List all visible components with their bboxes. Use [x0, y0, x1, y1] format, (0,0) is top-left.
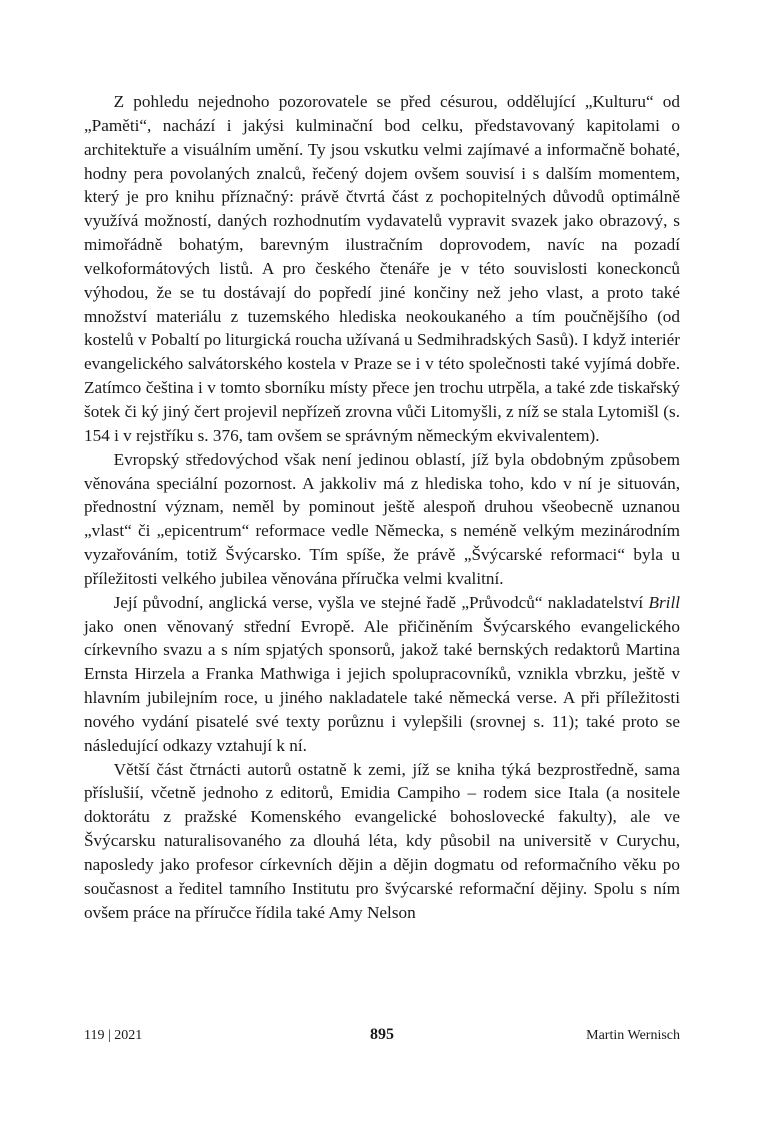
paragraph-2: Evropský středovýchod však není jedinou oblastí, jíž byla obdobným způsobem věnována speciální pozornost. A jakkoliv má z hlediska toho, kdo v ní je situován, přednostní význam, neměl by pominout ještě alespoň druhou všeobecně uznanou „vlast“ či „epicentrum“ reformace vedle Německa, s neméně velkým mezinárodním vyzařováním, totiž Švýcarsko. Tím spíše, že právě „Švýcarské reformaci“ byla u příležitosti velkého jubilea věnována příručka velmi kvalitní.	[84, 449, 680, 588]
author-name: Martin Wernisch	[586, 1028, 680, 1043]
paragraph-3-text-end: jako onen věnovaný střední Evropě. Ale přičiněním Švýcarského evangelického církevního svazu a s ním spjatých sponsorů, jakož také bernských redaktorů Martina Ernsta Hirzela a Franka Mathwiga i jejich spolupracovníků, vznikla vbrzku, ještě v hlavním jubilejním roce, u jiného nakladatele také německá verse. A při příležitosti nového vydání pisatelé své texty porůznu i vylepšili (srovnej s. 11); také proto se následující odkazy vztahují k ní.	[84, 616, 680, 755]
publisher-name-italic: Brill	[648, 592, 680, 612]
paragraph-3-text-start: Její původní, anglická verse, vyšla ve stejné řadě „Průvodců“ nakladatelství	[113, 592, 649, 612]
page-footer	[84, 1026, 680, 1050]
page-number: 895	[370, 1026, 394, 1043]
issue-number: 119 | 2021	[84, 1028, 143, 1043]
paragraph-3	[84, 591, 680, 758]
paragraph-1: Z pohledu nejednoho pozorovatele se před césurou, oddělující „Kulturu“ od „Paměti“, nachází i jakýsi kulminační bod celku, představovaný kapitolami o architektuře a visuálním umění. Ty jsou vskutku velmi zajímavé a informačně bohaté, hodny pera povolaných znalců, řečený dojem ovšem souvisí i s dalším momentem, který je pro knihu příznačný: právě čtvrtá část z pochopitelných důvodů optimálně využívá možností, daných rozhodnutím vydavatelů vypravit svazek jako obrazový, s mimořádně bohatým, barevným ilustračním doprovodem, navíc na pozadí velkoformátových listů. A pro českého čtenáře je v této souvislosti koneckonců výhodou, že se tu dostávají do popředí jiné končiny než jeho vlast, a proto také množství materiálu z tuzemského hlediska neokoukaného a tím poučnějšího (od kostelů v Pobaltí po liturgická roucha užívaná u Sedmihradských Sasů). I když interiér evangelického salvátorského kostela v Praze se i v této společnosti také vyjímá dobře. Zatímco čeština i v tomto sborníku místy přece jen trochu utrpěla, a také zde tiskařský šotek či ký jiný čert projevil nepřízeň zrovna vůči Litomyšli, z níž se stala Lytomišl (s. 154 i v rejstříku s. 376, tam ovšem se správným německým ekvivalentem).	[84, 92, 680, 445]
paragraph-4: Větší část čtrnácti autorů ostatně k zemi, jíž se kniha týká bezprostředně, sama příslušií, včetně jednoho z editorů, Emidia Campiho – rodem sice Itala (a nositele doktorátu z pražské Komenského evangelické bohoslovecké fakulty), ale ve Švýcarsku naturalisovaného za dlouhá léta, kdy působil na universitě v Curychu, naposledy jako profesor církevních dějin a dějin dogmatu od reformačního věku po současnost a ředitel tamního Institutu pro švýcarské reformační dějiny. Spolu s ním ovšem práce na příručce řídila také Amy Nelson	[84, 759, 680, 922]
article-body	[84, 90, 680, 925]
